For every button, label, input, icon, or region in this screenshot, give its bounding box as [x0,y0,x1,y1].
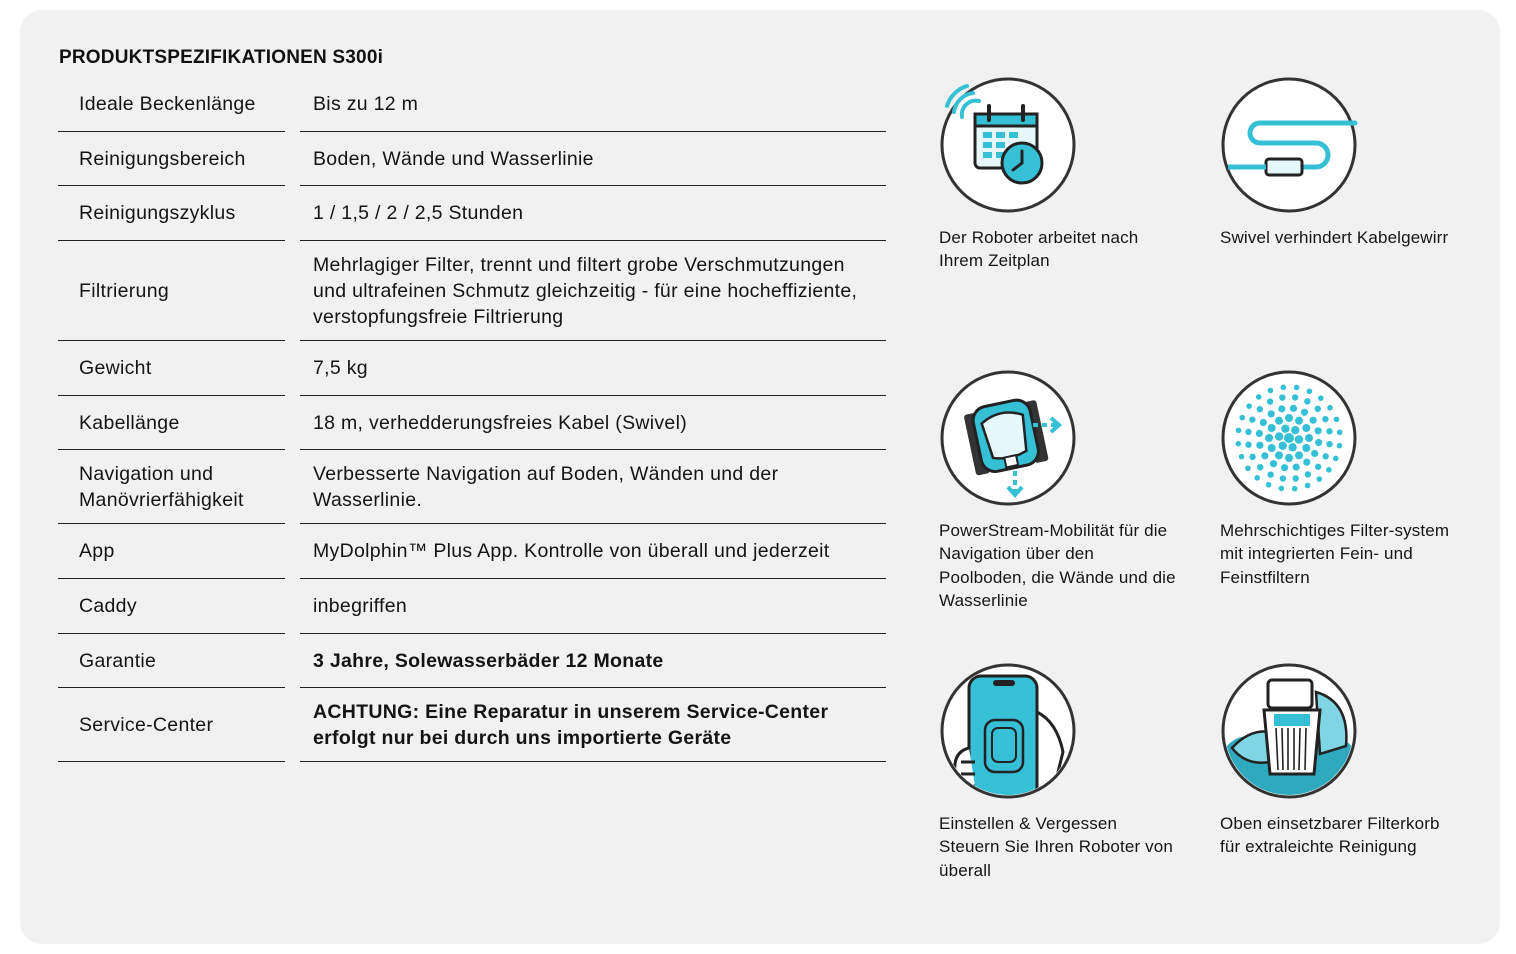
feature-caption: Mehrschichtiges Filter-system mit integrierten Fein- und Feinstfiltern [1220,521,1450,587]
spec-label: Caddy [58,579,285,634]
swivel-cable-icon [1220,76,1358,214]
spec-label: Kabellänge [58,396,285,450]
calendar-clock-icon [939,76,1077,214]
spec-row-service-center [58,688,886,762]
feature-caption: PowerStream-Mobilität für die Navigation über den Poolboden, die Wände und die Wasserlinie [939,521,1176,611]
spec-label: Garantie [58,634,285,688]
spec-row-cable-length [58,396,886,450]
spec-label: Reinigungszyklus [58,186,285,241]
spec-row-cleaning-cycle [58,186,886,241]
spec-label: Service-Center [58,688,285,762]
spec-row-weight [58,341,886,396]
feature-caption: Swivel verhindert Kabelgewirr [1220,228,1449,247]
feature-caption: Oben einsetzbarer Filterkorb für extraleichte Reinigung [1220,814,1440,857]
spec-row-app [58,524,886,579]
spec-row-navigation [58,450,886,524]
spec-label: App [58,524,285,579]
spec-table [58,77,886,762]
page-title: PRODUKTSPEZIFIKATIONEN S300i [59,47,384,68]
spec-label: Filtrierung [58,241,285,341]
feature-caption: Einstellen & Vergessen Steuern Sie Ihren Roboter von überall [939,814,1173,880]
spec-value: Boden, Wände und Wasserlinie [300,132,886,186]
spec-label: Ideale Beckenlänge [58,77,285,132]
spec-value: 3 Jahre, Solewasserbäder 12 Monate [300,634,886,688]
powerstream-robot-icon [939,369,1077,507]
spec-row-caddy [58,579,886,634]
multilayer-filter-icon [1220,369,1358,507]
spec-value: Mehrlagiger Filter, trennt und filtert grobe Verschmutzungen und ultrafeinen Schmutz gleichzeitig - für eine hocheffiziente, verstopfungsfreie Filtrierung [300,241,886,341]
spec-value: Verbesserte Navigation auf Boden, Wänden und der Wasserlinie. [300,450,886,524]
spec-label: Gewicht [58,341,285,396]
spec-row-filtration [58,241,886,341]
spec-value: 1 / 1,5 / 2 / 2,5 Stunden [300,186,886,241]
spec-value: inbegriffen [300,579,886,634]
spec-row-cleaning-area [58,132,886,186]
spec-row-pool-length [58,77,886,132]
smartphone-app-icon [939,662,1077,800]
spec-value: 7,5 kg [300,341,886,396]
spec-value: 18 m, verhedderungsfreies Kabel (Swivel) [300,396,886,450]
spec-value: ACHTUNG: Eine Reparatur in unserem Service-Center erfolgt nur bei durch uns importierte Geräte [300,688,886,762]
spec-label: Reinigungsbereich [58,132,285,186]
filter-basket-icon [1220,662,1358,800]
spec-value: MyDolphin™ Plus App. Kontrolle von überall und jederzeit [300,524,886,579]
spec-row-warranty [58,634,886,688]
feature-caption: Der Roboter arbeitet nach Ihrem Zeitplan [939,228,1139,271]
spec-value: Bis zu 12 m [300,77,886,132]
spec-label: Navigation und Manövrierfähigkeit [58,450,285,524]
